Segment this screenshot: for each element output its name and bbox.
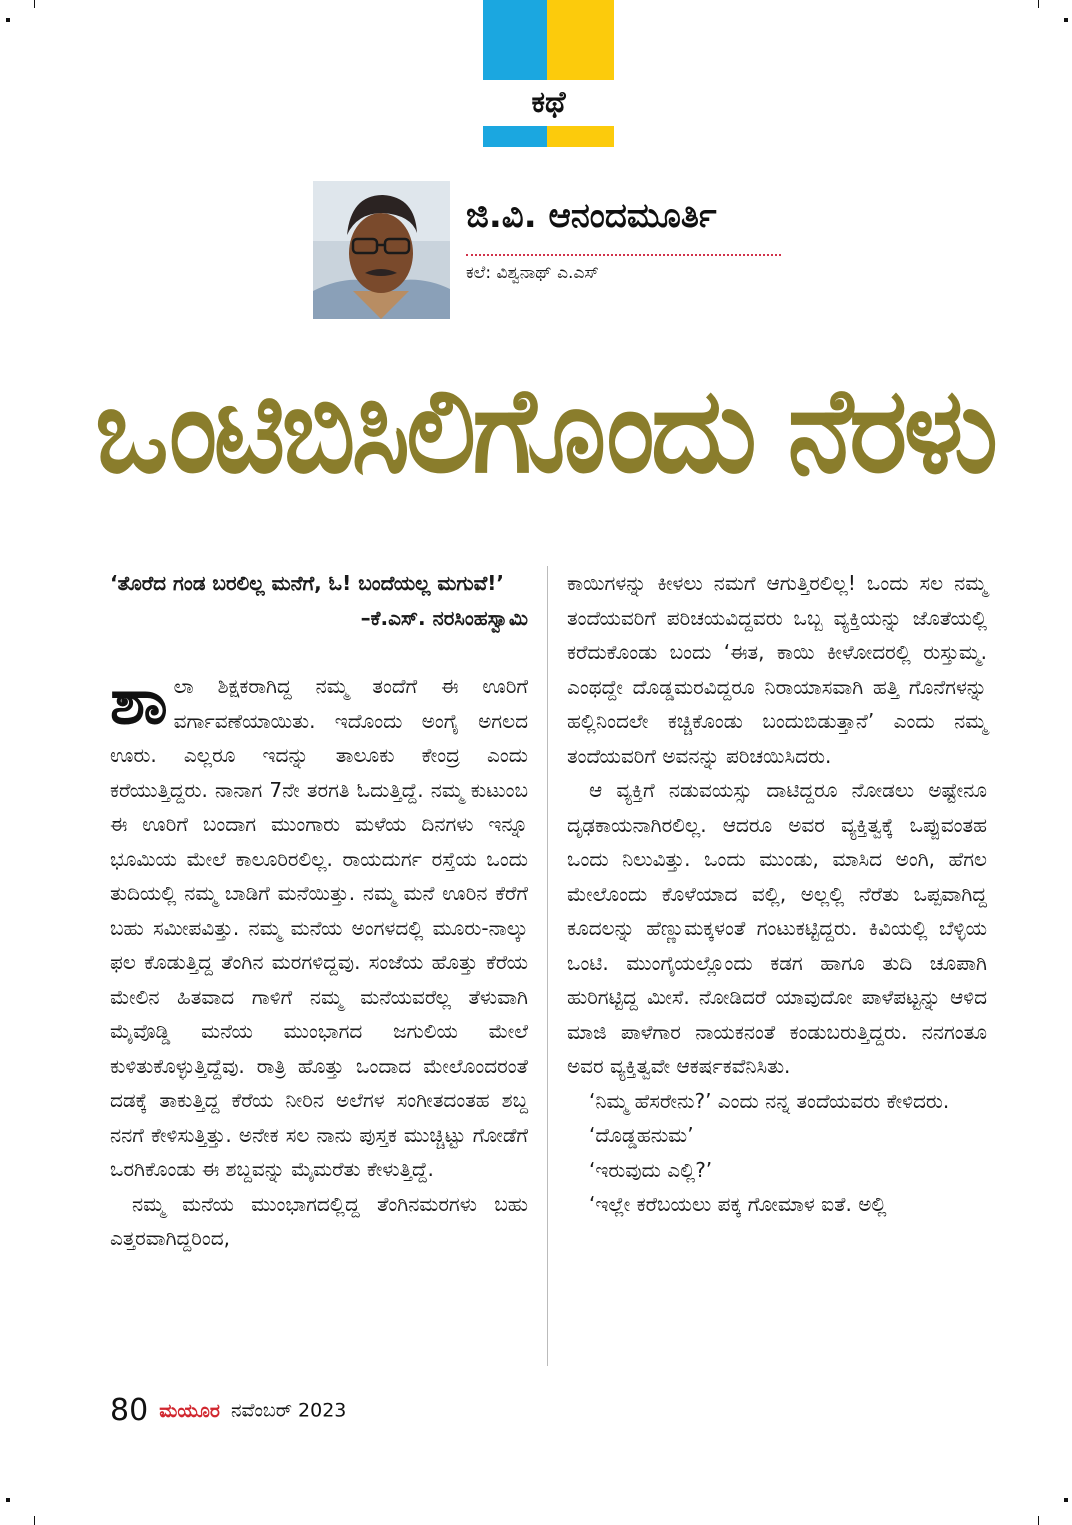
body-paragraph xyxy=(110,664,528,1187)
author-divider xyxy=(466,254,781,256)
section-bar-blue xyxy=(483,126,547,147)
dialogue-line: ‘ಇರುವುದು ಎಲ್ಲಿ?’ xyxy=(589,1157,713,1182)
dialogue-line: ‘ದೊಡ್ಡಹನುಮ’ xyxy=(589,1123,694,1147)
story-title: ಒಂಟಿಬಿಸಿಲಿಗೊಂದು ನೆರಳು xyxy=(95,360,995,499)
left-column xyxy=(110,566,528,1256)
dialogue-line: ‘ನಿಮ್ಮ ಹೆಸರೇನು?’ ಎಂದು ನನ್ನ ತಂದೆಯವರು ಕೇಳಿದರು. xyxy=(589,1088,950,1113)
issue-date: ನವೆಂಬರ್ 2023 xyxy=(230,1399,347,1422)
section-block-blue xyxy=(483,0,547,80)
author-photo xyxy=(313,181,450,319)
crop-mark xyxy=(1038,1516,1039,1525)
page-number: 80 xyxy=(110,1393,149,1428)
dialogue-line: ‘ಇಲ್ಲೇ ಕರೆಬಯಲು ಪಕ್ಕ ಗೋಮಾಳ ಐತೆ. ಅಲ್ಲಿ xyxy=(589,1192,887,1216)
epigraph-quote: ‘ತೊರೆದ ಗಂಡ ಬರಲಿಲ್ಲ ಮನೆಗೆ, ಓ! ಬಂದೆಯಲ್ಲ ಮಗುವೆ!’ xyxy=(110,571,504,595)
epigraph-attribution: –ಕೆ.ಎಸ್. ನರಸಿಂಹಸ್ವಾಮಿ xyxy=(360,605,528,630)
section-label: ಕಥೆ xyxy=(531,85,566,120)
crop-mark xyxy=(1038,0,1039,8)
column-divider xyxy=(547,566,548,1366)
body-paragraph: ನಮ್ಮ ಮನೆಯ ಮುಂಭಾಗದಲ್ಲಿದ್ದ ತೆಂಗಿನಮರಗಳು ಬಹು ಎತ್ತರವಾಗಿದ್ದರಿಂದ, xyxy=(110,1191,528,1250)
section-bar-yellow xyxy=(547,126,614,147)
paragraph-text: ಲಾ ಶಿಕ್ಷಕರಾಗಿದ್ದ ನಮ್ಮ ತಂದೆಗೆ ಈ ಊರಿಗೆ ವರ್ಗಾವಣೆಯಾಯಿತು. ಇದೊಂದು ಅಂಗೈ ಅಗಲದ ಊರು. ಎಲ್ಲರೂ ಇದನ್ನು ತಾಲೂಕು ಕೇಂದ್ರ ಎಂದು ಕರೆಯುತ್ತಿದ್ದರು. ನಾನಾಗ 7ನೇ ತರಗತಿ ಓದುತ್ತಿದ್ದೆ. ನಮ್ಮ ಕುಟುಂಬ ಈ ಊರಿಗೆ ಬಂದಾಗ ಮುಂಗಾರು ಮಳೆಯ ದಿನಗಳು ಇನ್ನೂ ಭೂಮಿಯ ಮೇಲೆ ಕಾಲೂರಿರಲಿಲ್ಲ. ರಾಯದುರ್ಗ ರಸ್ತೆಯ ಒಂದು ತುದಿಯಲ್ಲಿ ನಮ್ಮ ಬಾಡಿಗೆ ಮನೆಯಿತ್ತು. ನಮ್ಮ ಮನೆ ಊರಿನ ಕೆರೆಗೆ ಬಹು ಸಮೀಪವಿತ್ತು. ನಮ್ಮ ಮನೆಯ ಅಂಗಳದಲ್ಲಿ ಮೂರು-ನಾಲ್ಕು ಫಲ ಕೊಡುತ್ತಿದ್ದ ತೆಂಗಿನ ಮರಗಳಿದ್ದವು. ಸಂಜೆಯ ಹೊತ್ತು ಕೆರೆಯ ಮೇಲಿನ ಹಿತವಾದ ಗಾಳಿಗೆ ನಮ್ಮ ಮನೆಯವರೆಲ್ಲ ತೆಳುವಾಗಿ ಮೈವೊಡ್ಡಿ ಮನೆಯ ಮುಂಭಾಗದ ಜಗುಲಿಯ ಮೇಲೆ ಕುಳಿತುಕೊಳ್ಳುತ್ತಿದ್ದೆವು. ರಾತ್ರಿ ಹೊತ್ತು ಒಂದಾದ ಮೇಲೊಂದರಂತೆ ದಡಕ್ಕೆ ತಾಕುತ್ತಿದ್ದ ಕೆರೆಯ ನೀರಿನ ಅಲೆಗಳ ಸಂಗೀತದಂತಹ ಶಬ್ದ ನನಗೆ ಕೇಳಿಸುತ್ತಿತ್ತು. ಅನೇಕ ಸಲ ನಾನು ಪುಸ್ತಕ ಮುಚ್ಚಿಟ್ಟು ಗೋಡೆಗೆ ಒರಗಿಕೊಂಡು ಈ ಶಬ್ದವನ್ನು ಮೈಮರೆತು ಕೇಳುತ್ತಿದ್ದೆ. xyxy=(110,674,528,1181)
crop-mark xyxy=(6,1498,10,1502)
page-footer xyxy=(110,1393,346,1428)
crop-mark xyxy=(34,0,35,8)
crop-mark xyxy=(6,18,10,22)
crop-mark xyxy=(1064,1498,1068,1502)
author-name: ಜಿ.ವಿ. ಆನಂದಮೂರ್ತಿ xyxy=(466,196,717,236)
crop-mark xyxy=(34,1516,35,1525)
section-block-yellow xyxy=(547,0,614,80)
right-column xyxy=(567,566,987,1222)
crop-mark xyxy=(1064,18,1068,22)
magazine-logo: ಮಯೂರ xyxy=(159,1399,220,1422)
illustration-credit: ಕಲೆ: ವಿಶ್ವನಾಥ್ ಎ.ಎಸ್ xyxy=(466,263,599,283)
drop-cap: ಶಾ xyxy=(110,664,168,739)
body-paragraph: ಕಾಯಿಗಳನ್ನು ಕೀಳಲು ನಮಗೆ ಆಗುತ್ತಿರಲಿಲ್ಲ! ಒಂದು ಸಲ ನಮ್ಮ ತಂದೆಯವರಿಗೆ ಪರಿಚಯವಿದ್ದವರು ಒಬ್ಬ ವ್ಯಕ್ತಿಯನ್ನು ಜೊತೆಯಲ್ಲಿ ಕರೆದುಕೊಂಡು ಬಂದು ‘ಈತ, ಕಾಯಿ ಕೀಳೋದರಲ್ಲಿ ರುಸ್ತುಮ್ಮ. ಎಂಥದ್ದೇ ದೊಡ್ಡಮರವಿದ್ದರೂ ನಿರಾಯಾಸವಾಗಿ ಹತ್ತಿ ಗೊನೆಗಳನ್ನು ಹಲ್ಲಿನಿಂದಲೇ ಕಚ್ಚಿಕೊಂಡು ಬಂದುಬಿಡುತ್ತಾನೆ’ ಎಂದು ನಮ್ಮ ತಂದೆಯವರಿಗೆ ಅವನನ್ನು ಪರಿಚಯಿಸಿದರು. xyxy=(567,571,988,768)
body-paragraph: ಆ ವ್ಯಕ್ತಿಗೆ ನಡುವಯಸ್ಸು ದಾಟಿದ್ದರೂ ನೋಡಲು ಅಷ್ಟೇನೂ ದೃಢಕಾಯನಾಗಿರಲಿಲ್ಲ. ಆದರೂ ಅವರ ವ್ಯಕ್ತಿತ್ವಕ್ಕೆ ಒಪ್ಪುವಂತಹ ಒಂದು ನಿಲುವಿತ್ತು. ಒಂದು ಮುಂಡು, ಮಾಸಿದ ಅಂಗಿ, ಹೆಗಲ ಮೇಲೊಂದು ಕೊಳೆಯಾದ ವಲ್ಲಿ, ಅಲ್ಲಲ್ಲಿ ನೆರೆತು ಒಪ್ಪವಾಗಿದ್ದ ಕೂದಲನ್ನು ಹೆಣ್ಣುಮಕ್ಕಳಂತೆ ಗಂಟುಕಟ್ಟಿದ್ದರು. ಕಿವಿಯಲ್ಲಿ ಬೆಳ್ಳಿಯ ಒಂಟಿ. ಮುಂಗೈಯಲ್ಲೊಂದು ಕಡಗ ಹಾಗೂ ತುದಿ ಚೂಪಾಗಿ ಹುರಿಗಟ್ಟಿದ್ದ ಮೀಸೆ. ನೋಡಿದರೆ ಯಾವುದೋ ಪಾಳೆಪಟ್ಟನ್ನು ಆಳಿದ ಮಾಜಿ ಪಾಳೆಗಾರ ನಾಯಕನಂತೆ ಕಂಡುಬರುತ್ತಿದ್ದರು. ನನಗಂತೂ ಅವರ ವ್ಯಕ್ತಿತ್ವವೇ ಆಕರ್ಷಕವೆನಿಸಿತು. xyxy=(567,778,987,1078)
